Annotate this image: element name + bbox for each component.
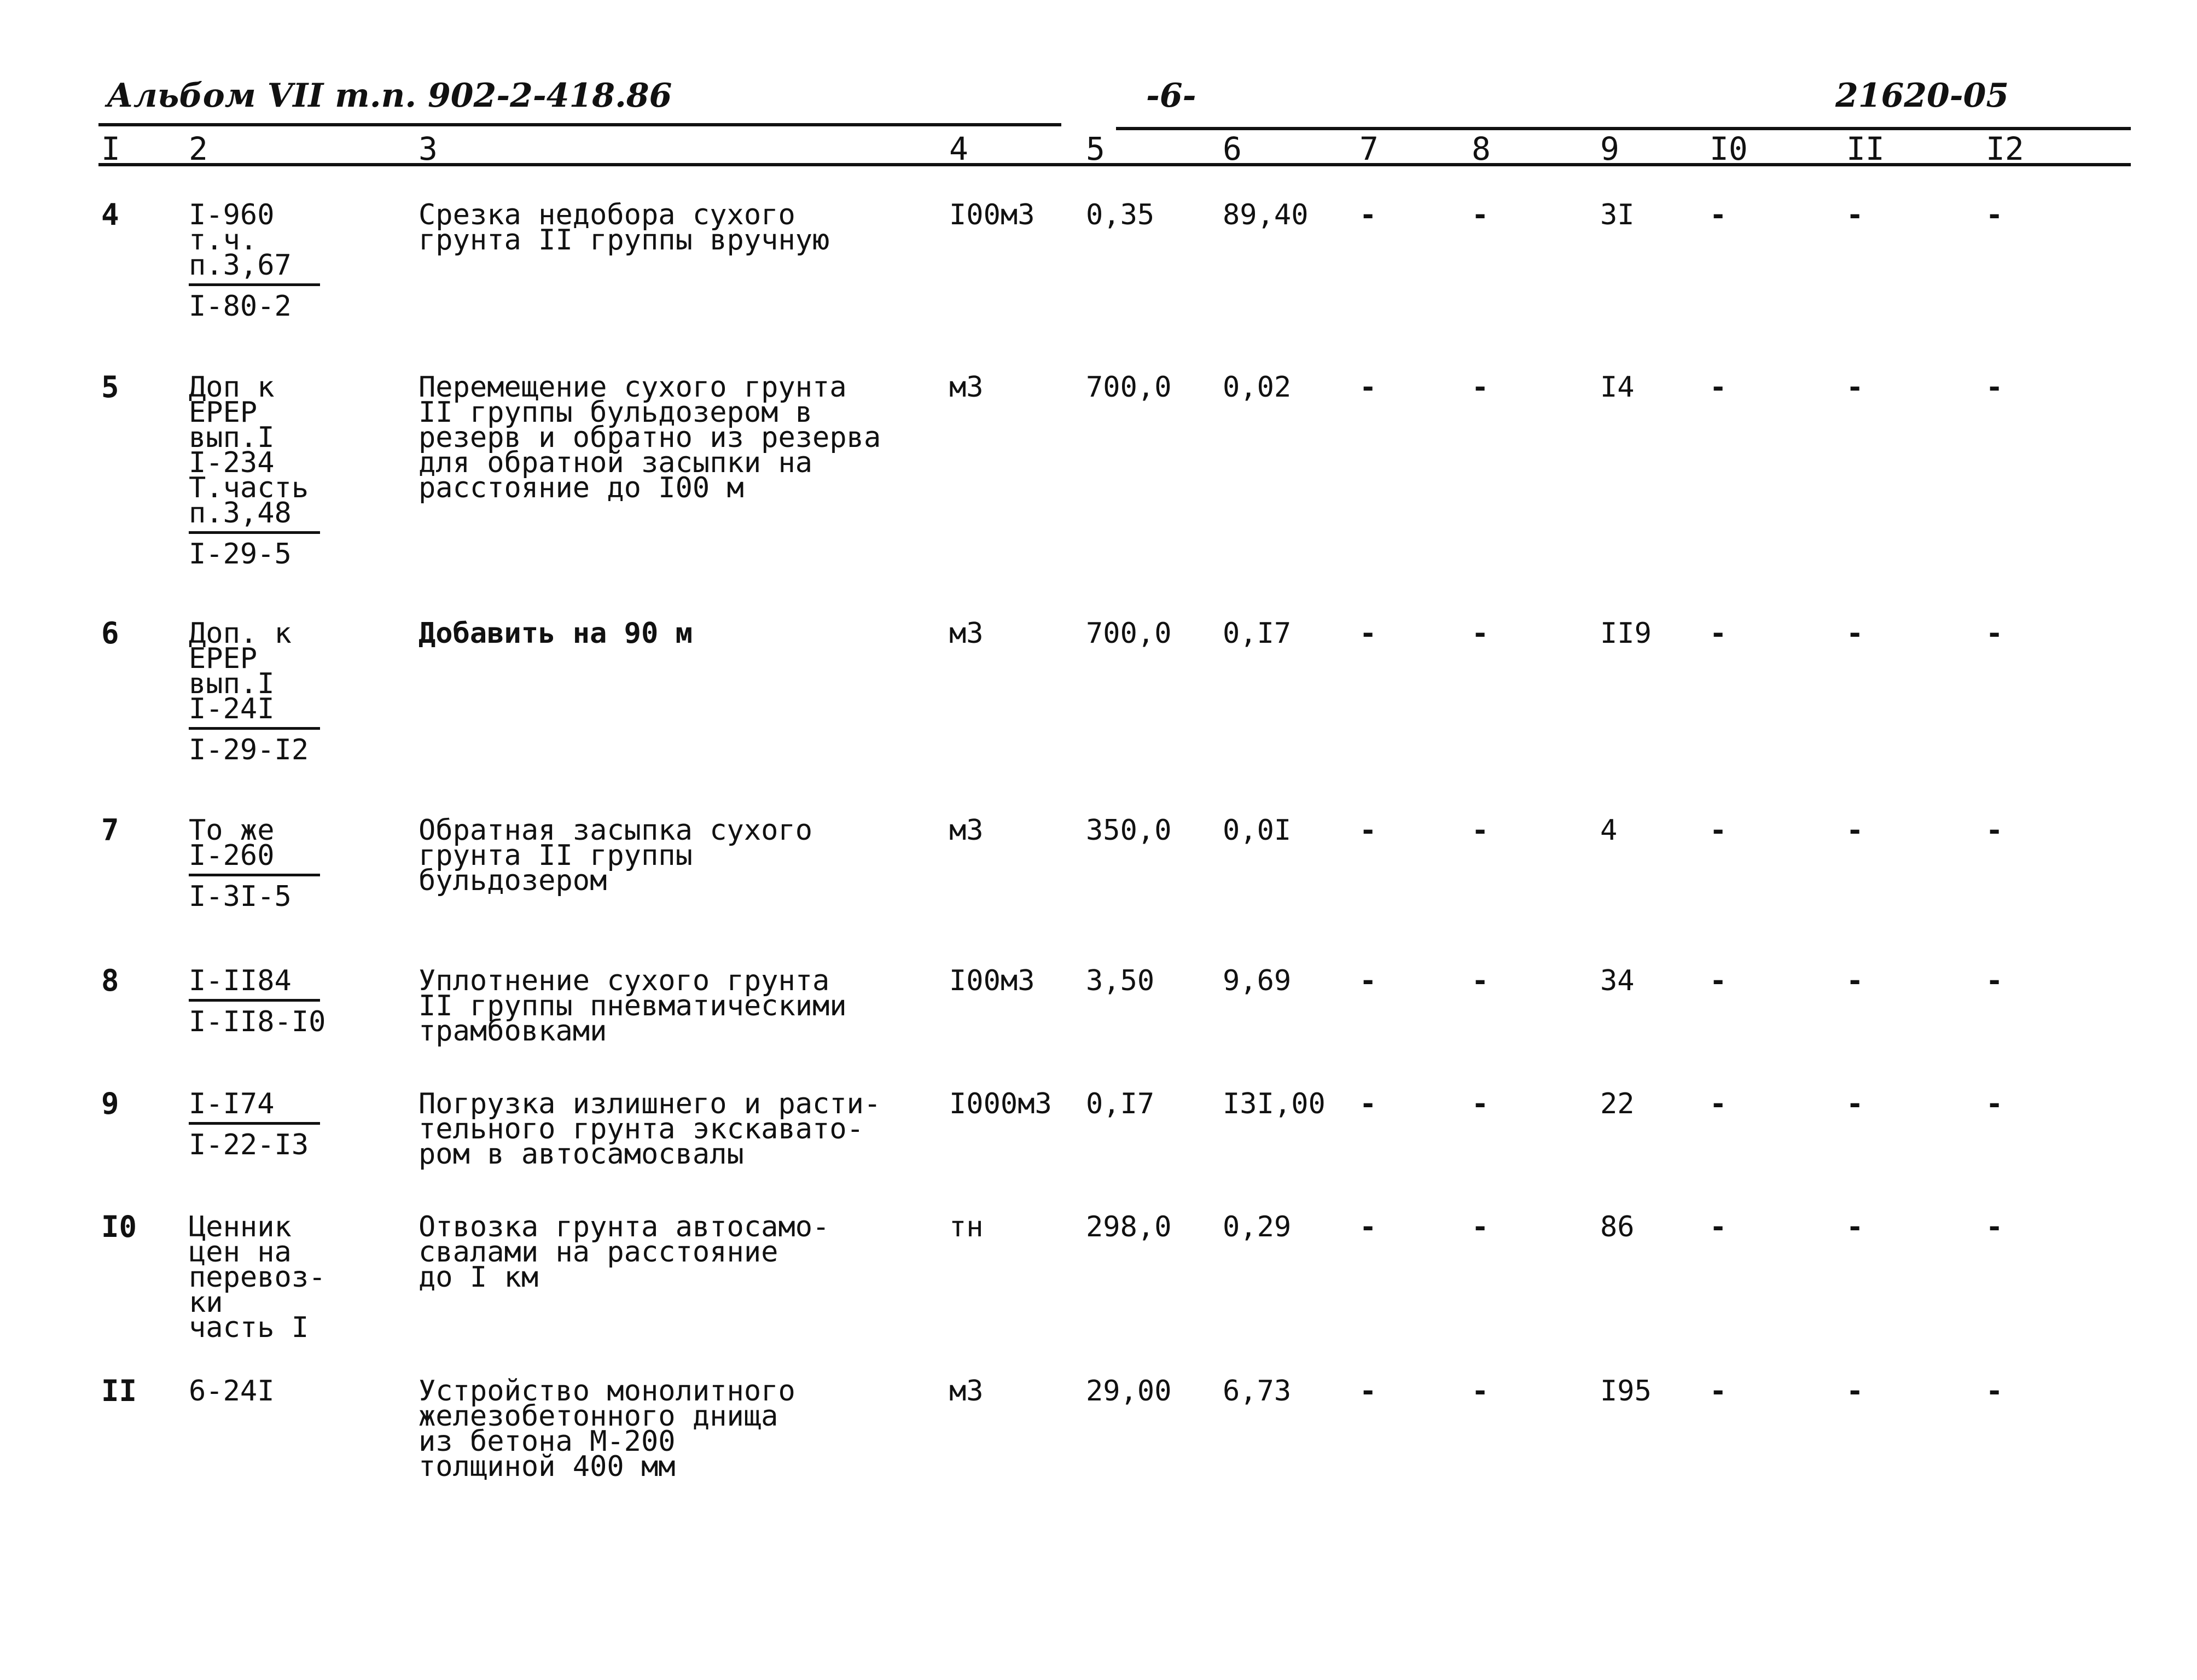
col-8-value: - [1472, 814, 1489, 847]
row-number: 7 [101, 813, 119, 847]
col-12-value: - [1986, 1211, 2003, 1243]
norm-code-reference: I-II8-I0 [189, 1005, 326, 1038]
quantity: 700,0 [1086, 617, 1172, 650]
col-11-value: - [1846, 1211, 1864, 1243]
col-8-value: - [1472, 617, 1489, 650]
col-8-value: - [1472, 1211, 1489, 1243]
work-description-line: толщиной 400 мм [419, 1450, 676, 1483]
work-description-line: тельного грунта экскавато- [419, 1113, 864, 1146]
code-separator-line [189, 283, 320, 286]
norm-code-line: I-960 [189, 199, 275, 231]
total-cost: II9 [1600, 617, 1652, 650]
column-header-12: I2 [1986, 130, 2024, 167]
col-12-value: - [1986, 964, 2003, 997]
column-header-7: 7 [1359, 130, 1379, 167]
work-description [419, 1211, 830, 1294]
column-header-4: 4 [949, 130, 968, 167]
norm-code-line: п.3,48 [189, 497, 292, 530]
quantity: 298,0 [1086, 1211, 1172, 1243]
quantity: 700,0 [1086, 371, 1172, 404]
norm-code-line: I-234 [189, 446, 275, 479]
work-description [419, 1088, 881, 1171]
norm-code-line: То же [189, 814, 275, 847]
norm-code-line: Т.часть [189, 472, 309, 504]
norm-code-line: I-II84 [189, 964, 292, 997]
col-11-value: - [1846, 199, 1864, 231]
col-8-value: - [1472, 1088, 1489, 1120]
quantity: 0,I7 [1086, 1088, 1155, 1120]
col-7-value: - [1359, 371, 1377, 404]
work-description-line: расстояние до I00 м [419, 472, 744, 504]
album-reference: Альбом VII т.п. 902-2-418.86 [107, 77, 672, 115]
norm-code [189, 964, 326, 1038]
norm-code [189, 1211, 326, 1344]
work-description-line: Обратная засыпка сухого [419, 814, 813, 847]
work-description-line: Отвозка грунта автосамо- [419, 1211, 830, 1243]
work-description-line: из бетона М-200 [419, 1425, 676, 1458]
norm-code-line: вып.I [189, 667, 275, 700]
norm-code [189, 814, 320, 913]
col-7-value: - [1359, 1375, 1377, 1408]
column-header-2: 2 [189, 130, 208, 167]
total-cost: I4 [1600, 371, 1635, 404]
col-10-value: - [1710, 1088, 1727, 1120]
document-code: 21620-05 [1835, 77, 2009, 115]
col-10-value: - [1710, 1211, 1727, 1243]
unit: I00м3 [949, 964, 1035, 997]
work-description [419, 964, 847, 1048]
unit-price: 0,29 [1223, 1211, 1292, 1243]
unit-price: 0,0I [1223, 814, 1292, 847]
column-header-3: 3 [419, 130, 438, 167]
norm-code-line: 6-24I [189, 1375, 275, 1408]
col-11-value: - [1846, 1375, 1864, 1408]
work-description-line: грунта II группы вручную [419, 224, 830, 257]
norm-code-line: ки [189, 1286, 223, 1319]
norm-code-line: цен на [189, 1236, 292, 1269]
norm-code-line: Доп. к [189, 617, 292, 650]
work-description-line: Срезка недобора сухого [419, 199, 795, 231]
norm-code-reference: I-22-I3 [189, 1129, 309, 1161]
unit-price: 0,I7 [1223, 617, 1292, 650]
unit: м3 [949, 1375, 984, 1408]
page-number: -6- [1146, 77, 1196, 115]
norm-code [189, 371, 320, 571]
row-number: 8 [101, 963, 119, 998]
col-10-value: - [1710, 964, 1727, 997]
norm-code-reference: I-29-I2 [189, 734, 309, 766]
work-description-line: грунта II группы [419, 839, 693, 872]
column-header-11: II [1846, 130, 1885, 167]
col-11-value: - [1846, 617, 1864, 650]
header-rule-left [98, 123, 1061, 126]
col-8-value: - [1472, 1375, 1489, 1408]
norm-code-line: ЕРЕР [189, 642, 258, 675]
col-11-value: - [1846, 1088, 1864, 1120]
work-description [419, 371, 881, 504]
work-description [419, 1375, 795, 1483]
col-10-value: - [1710, 814, 1727, 847]
code-separator-line [189, 1122, 320, 1125]
column-header-10: I0 [1710, 130, 1748, 167]
work-description-line: железобетонного днища [419, 1400, 778, 1433]
quantity: 0,35 [1086, 199, 1155, 231]
quantity: 350,0 [1086, 814, 1172, 847]
work-description-line: ром в автосамосвалы [419, 1138, 744, 1171]
unit-price: I3I,00 [1223, 1088, 1326, 1120]
col-11-value: - [1846, 371, 1864, 404]
col-10-value: - [1710, 1375, 1727, 1408]
norm-code-line: т.ч. [189, 224, 258, 257]
row-number: II [101, 1374, 137, 1408]
norm-code [189, 1375, 275, 1408]
work-description [419, 199, 830, 257]
col-10-value: - [1710, 617, 1727, 650]
total-cost: 34 [1600, 964, 1635, 997]
total-cost: 3I [1600, 199, 1635, 231]
unit: I000м3 [949, 1088, 1052, 1120]
work-description-line: для обратной засыпки на [419, 446, 813, 479]
column-header-5: 5 [1086, 130, 1105, 167]
col-10-value: - [1710, 199, 1727, 231]
work-description-line: бульдозером [419, 864, 607, 897]
col-12-value: - [1986, 1088, 2003, 1120]
quantity: 3,50 [1086, 964, 1155, 997]
col-7-value: - [1359, 617, 1377, 650]
quantity: 29,00 [1086, 1375, 1172, 1408]
unit: м3 [949, 371, 984, 404]
work-description-line: II группы бульдозером в [419, 396, 813, 429]
column-header-rule [98, 163, 2131, 166]
col-7-value: - [1359, 964, 1377, 997]
norm-code-reference: I-3I-5 [189, 880, 292, 913]
total-cost: 4 [1600, 814, 1618, 847]
work-description-line: Погрузка излишнего и расти- [419, 1088, 881, 1120]
col-7-value: - [1359, 814, 1377, 847]
unit-price: 89,40 [1223, 199, 1309, 231]
work-description [419, 814, 813, 897]
work-description-line: Перемещение сухого грунта [419, 371, 847, 404]
row-number: 4 [101, 197, 119, 232]
norm-code-line: п.3,67 [189, 249, 292, 282]
code-separator-line [189, 531, 320, 534]
row-number: 6 [101, 616, 119, 650]
total-cost: 22 [1600, 1088, 1635, 1120]
norm-code-line: I-260 [189, 839, 275, 872]
norm-code-line: Доп к [189, 371, 275, 404]
col-12-value: - [1986, 617, 2003, 650]
work-description-line: резерв и обратно из резерва [419, 421, 881, 454]
work-description-line: Устройство монолитного [419, 1375, 795, 1408]
col-10-value: - [1710, 371, 1727, 404]
norm-code-line: ЕРЕР [189, 396, 258, 429]
col-7-value: - [1359, 1211, 1377, 1243]
work-description-line: свалами на расстояние [419, 1236, 778, 1269]
work-description-line: трамбовками [419, 1015, 607, 1048]
work-description-line: Уплотнение сухого грунта [419, 964, 830, 997]
code-separator-line [189, 874, 320, 876]
unit-price: 6,73 [1223, 1375, 1292, 1408]
norm-code-line: вып.I [189, 421, 275, 454]
col-8-value: - [1472, 371, 1489, 404]
col-8-value: - [1472, 199, 1489, 231]
column-header-8: 8 [1472, 130, 1491, 167]
column-header-1: I [101, 130, 120, 167]
work-description-line: Добавить на 90 м [419, 617, 693, 650]
unit-price: 9,69 [1223, 964, 1292, 997]
norm-code [189, 199, 320, 323]
unit: I00м3 [949, 199, 1035, 231]
norm-code-reference: I-29-5 [189, 538, 292, 571]
header-rule-right [1116, 127, 2131, 130]
norm-code-reference: I-80-2 [189, 290, 292, 323]
row-number: I0 [101, 1210, 137, 1244]
work-description-line: II группы пневматическими [419, 990, 847, 1022]
norm-code [189, 1088, 320, 1161]
row-number: 9 [101, 1086, 119, 1121]
col-12-value: - [1986, 814, 2003, 847]
column-header-9: 9 [1600, 130, 1619, 167]
norm-code-line: перевоз- [189, 1261, 326, 1294]
col-11-value: - [1846, 964, 1864, 997]
col-12-value: - [1986, 371, 2003, 404]
unit-price: 0,02 [1223, 371, 1292, 404]
norm-code-line: I-24I [189, 693, 275, 725]
col-11-value: - [1846, 814, 1864, 847]
col-8-value: - [1472, 964, 1489, 997]
work-description [419, 617, 693, 650]
col-12-value: - [1986, 199, 2003, 231]
norm-code-line: I-I74 [189, 1088, 275, 1120]
unit: м3 [949, 617, 984, 650]
col-7-value: - [1359, 1088, 1377, 1120]
column-header-6: 6 [1223, 130, 1242, 167]
norm-code-line: Ценник [189, 1211, 292, 1243]
code-separator-line [189, 999, 320, 1002]
unit: м3 [949, 814, 984, 847]
unit: тн [949, 1211, 984, 1243]
total-cost: I95 [1600, 1375, 1652, 1408]
norm-code [189, 617, 320, 766]
col-7-value: - [1359, 199, 1377, 231]
work-description-line: до I км [419, 1261, 539, 1294]
norm-code-line: часть I [189, 1311, 309, 1344]
code-separator-line [189, 727, 320, 730]
row-number: 5 [101, 370, 119, 404]
col-12-value: - [1986, 1375, 2003, 1408]
total-cost: 86 [1600, 1211, 1635, 1243]
